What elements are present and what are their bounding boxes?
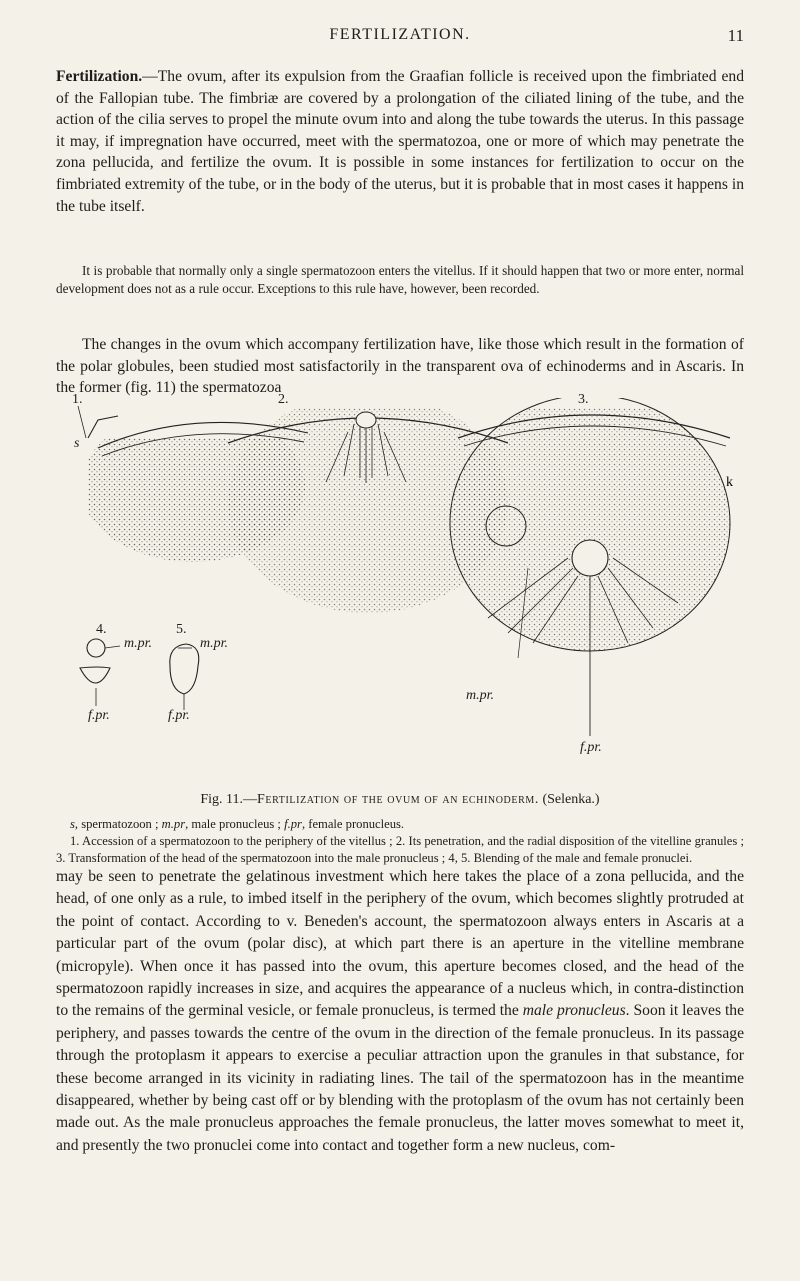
paragraph-continuation (56, 866, 744, 1157)
paragraph-text (56, 866, 744, 1157)
legend-description: 1. Accession of a spermatozoon to the periphery of the vitellus ; 2. Its penetration, and the radial disposition of the vitelline granules ; 3. Transformation of the head of the spermatozoon into the male pronucleus ; 4, 5. Blending of the male and female pronuclei. (56, 834, 744, 865)
paragraph-text-a: may be seen to penetrate the gelatinous investment which here takes the place of a zona pellucida, and the head, of one only as a rule, to imbed itself in the periphery of the ovum, which becomes slightly protruded at the point of contact. According to v. Beneden's account, the spermatozoon always enters in Ascaris at a particular part of the ovum (polar disc), at which part there is an aperture in the vitelline membrane (micropyle). When once it has passed into the ovum, this aperture becomes closed, and the head of the spermatozoon rapidly increases in size, and acquires the appearance of a nucleus which, in contra-distinction to the remains of the germinal vesicle, or female pronucleus, is termed the (56, 868, 744, 1020)
paragraph-text-b: . Soon it leaves the periphery, and passes towards the centre of the ovum in the direction of the female pronucleus. In its passage through the protoplasm it appears to exercise a peculiar attraction upon the granules in that substance, for these become arranged in its vicinity in radiating lines. The tail of the spermatozoon has in the meantime disappeared, whether by being cast off or by blending with the protoplasm of the ovum has not certainly been made out. As the male pronucleus approaches the female pronucleus, the latter moves somewhat to meet it, and presently the two pronuclei come into contact and together form a new nucleus, com- (56, 1002, 745, 1154)
figure-label-mpr-5: m.pr. (200, 636, 229, 651)
legend-fpr-term: f.pr (284, 817, 302, 831)
caption-source: (Selenka.) (542, 792, 600, 807)
paragraph-text: —The ovum, after its expulsion from the Graafian follicle is received upon the fimbriated end of the Fallopian tube. The fimbriæ are covered by a prolongation of the ciliated lining of the tube, and the action of the cilia serves to propel the minute ovum into and along the tube towards the uterus. In this passage it may, if impregnation have occurred, meet with the spermatozoa, one or more of which may penetrate the zona pellucida, and fertilize the ovum. It is possible in some instances for fertilization to occur on the fimbriated extremity of the tube, or in the body of the uterus, but it is probable that in most cases it happens in the tube itself. (56, 68, 744, 215)
figure-label-s: s (74, 436, 80, 451)
caption-prefix: Fig. 11.— (200, 792, 258, 807)
caption-title: Fertilization of the ovum of an echinoderm. (257, 792, 539, 807)
legend-s-term: s (70, 817, 75, 831)
section-lead: Fertilization. (56, 68, 143, 85)
paragraph-small-print: It is probable that normally only a single spermatozoon enters the vitellus. If it should happen that two or more enter, normal development does not as a rule occur. Exceptions to this rule have, however, been recorded. (56, 263, 744, 296)
figure-label-4: 4. (96, 622, 107, 637)
figure-11 (68, 392, 733, 782)
panel-4-pronuclei (80, 639, 120, 706)
paragraph-changes: The changes in the ovum which accompany fertilization have, like those which result in the formation of the polar globules, been studied most satisfactorily in the transparent ova of echinoderms and in Ascaris. In the former (fig. 11) the spermatozoa (56, 336, 744, 397)
figure-label-mpr-3: m.pr. (466, 688, 495, 703)
svg-text:k: k (726, 475, 733, 490)
legend-s-def: , spermatozoon ; (74, 817, 162, 831)
figure-label-2: 2. (278, 392, 289, 407)
figure-legend (56, 816, 744, 867)
figure-label-fpr-5: f.pr. (168, 708, 190, 723)
term-male-pronucleus: male pronucleus (522, 1002, 626, 1020)
figure-illustration (68, 398, 733, 782)
legend-mpr-def: , male pronucleus ; (185, 817, 285, 831)
paragraph-fertilization (56, 66, 744, 217)
running-title: FERTILIZATION. (329, 26, 471, 43)
panel-5-pronuclei (170, 644, 199, 710)
figure-label-mpr-4: m.pr. (124, 636, 153, 651)
legend-mpr-term: m.pr (161, 817, 186, 831)
figure-caption (56, 792, 744, 808)
running-header (56, 26, 744, 48)
legend-fpr-def: , female pronucleus. (301, 817, 405, 831)
panel-3-ovum (448, 398, 733, 736)
page-number: 11 (727, 26, 744, 45)
figure-label-fpr-3: f.pr. (580, 740, 602, 755)
legend-abbreviations (56, 816, 744, 833)
figure-label-3: 3. (578, 392, 589, 407)
figure-label-1: 1. (72, 392, 83, 407)
figure-label-5: 5. (176, 622, 187, 637)
figure-label-fpr-4: f.pr. (88, 708, 110, 723)
